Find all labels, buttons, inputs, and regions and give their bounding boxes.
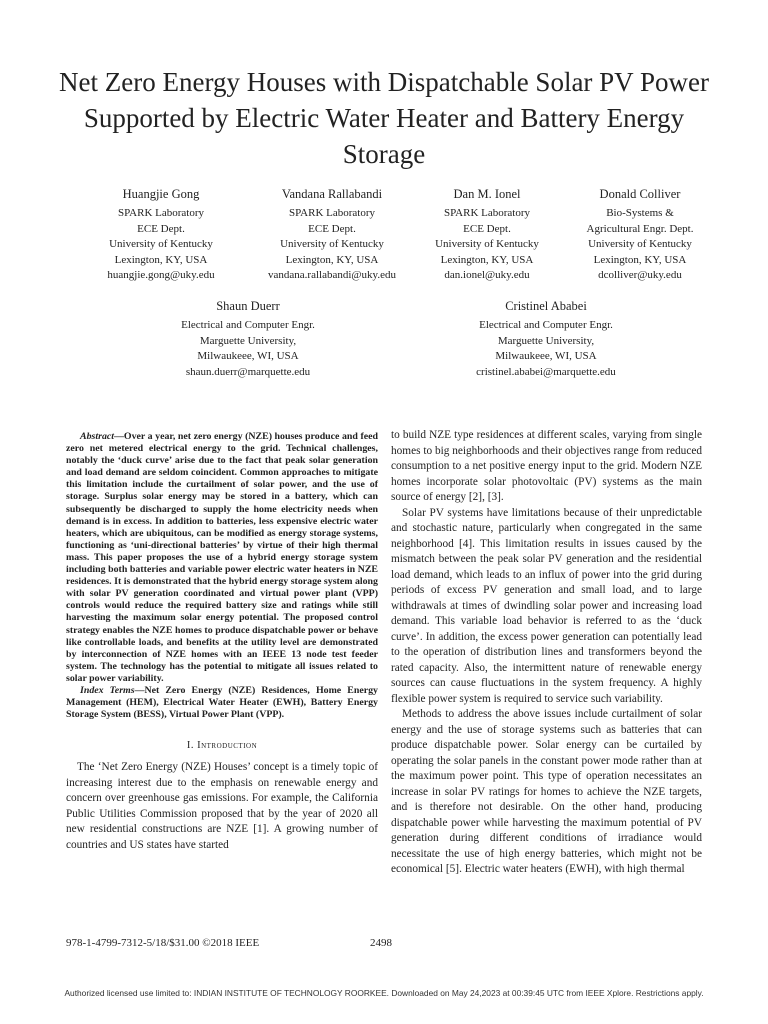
author-email: shaun.duerr@marquette.edu	[185, 365, 311, 378]
author-affiliation-line: Electrical and Computer Engr.	[479, 319, 613, 331]
author-affiliation-line: Bio-Systems &	[606, 207, 674, 219]
author-block-gong	[90, 186, 232, 284]
author-affiliation-line: Lexington, KY, USA	[593, 253, 687, 266]
author-email: dan.ionel@uky.edu	[444, 269, 530, 281]
author-email: huangjie.gong@uky.edu	[107, 269, 215, 281]
author-affiliation-line: Milwaukeee, WI, USA	[495, 350, 597, 362]
author-affiliation-line: ECE Dept.	[463, 222, 511, 235]
author-name: Shaun Duerr	[216, 299, 280, 313]
author-block-rallabandi	[244, 186, 420, 284]
author-email: vandana.rallabandi@uky.edu	[268, 269, 396, 281]
author-name: Cristinel Ababei	[505, 299, 587, 313]
license-notice: Authorized licensed use limited to: INDIAN INSTITUTE OF TECHNOLOGY ROORKEE. Downloaded on May 24,2023 at 00:39:45 UTC from IEEE Xplore. Restrictions apply.	[64, 988, 704, 998]
author-affiliation-line: University of Kentucky	[588, 238, 692, 250]
abstract-label: Abstract	[80, 431, 115, 442]
section-heading-introduction: I. Introduction	[186, 740, 258, 752]
author-affiliation-line: ECE Dept.	[137, 222, 185, 235]
author-email: dcolliver@uky.edu	[598, 269, 682, 281]
index-terms-label: Index Terms	[80, 684, 135, 696]
author-affiliation-line: Lexington, KY, USA	[114, 253, 208, 266]
author-name: Huangjie Gong	[122, 187, 200, 201]
index-terms-text: —Net Zero Energy (NZE) Residences, Home Energy Management (HEM), Electrical Water Heater (EWH), Battery Energy Storage System (BESS), Virtual Power Plant (VPP).	[66, 684, 378, 721]
author-email: cristinel.ababei@marquette.edu	[476, 365, 616, 378]
author-affiliation-line: Agricultural Engr. Dept.	[586, 222, 694, 235]
author-affiliation-line: University of Kentucky	[109, 238, 213, 250]
body-paragraph: to build NZE type residences at different scales, varying from single homes to big neighborhoods and their objectives range from reduced consumption to a net positive energy input to the grid. Modern NZE homes incorporate solar photovoltaic (PV) systems as the main source of energy [2], [3].	[391, 429, 702, 503]
author-block-duerr	[158, 298, 338, 380]
right-column	[391, 428, 702, 878]
author-name: Dan M. Ionel	[453, 187, 521, 201]
left-column	[66, 431, 378, 853]
author-affiliation-line: SPARK Laboratory	[117, 207, 205, 219]
abstract	[66, 431, 378, 685]
author-affiliation-line: Marguette University,	[199, 334, 297, 347]
author-affiliation-line: Electrical and Computer Engr.	[181, 319, 315, 331]
author-affiliation-line: University of Kentucky	[280, 238, 384, 250]
author-block-ababei	[452, 298, 640, 380]
page-number: 2498	[370, 937, 392, 949]
author-affiliation-line: ECE Dept.	[308, 222, 356, 235]
abstract-text: —Over a year, net zero energy (NZE) houses produce and feed zero net metered electrical energy to the grid. Technical challenges, notably the ‘duck curve’ arise due to the fact that peak solar generation and load demand are seldom coincident. Common approaches to mitigate this limitation include the curtailment of solar power, and the use of storage. Surplus solar energy may be stored in a battery, which can subsequently be discharged to supply the home electricity needs when demand is in excess. In addition to batteries, less expensive electric water heaters, which are ubiquitous, can be modified as energy storage systems, functioning as ‘uni-directional batteries’ by virtue of their high thermal mass. This paper proposes the use of a hybrid energy storage system including both batteries and variable power electric water heaters in NZE residences. It is demonstrated that the hybrid energy storage system along with solar PV generation coordinated and virtual power plant (VPP) controls would reduce the required battery size and ratings while still harvesting the maximum solar energy potential. The proposed control strategy enables the NZE homes to produce dispatchable power or behave like controllable loads, and benefits at the utility level are demonstrated by interconnection of NZE homes with an IEEE 13 node test feeder system. The technology has the potential to mitigate all issues related to solar power variability.	[66, 431, 378, 684]
author-name: Vandana Rallabandi	[281, 187, 383, 201]
body-paragraph: Methods to address the above issues include curtailment of solar energy and the use of storage systems such as batteries that can produce dispatchable power. Solar energy can be curtailed by operating the solar panels in the constant power mode rather than at the maximum power point. This type of operation necessitates an increase in solar PV ratings for homes to achieve the NZE targets, and is therefore not desirable. On the other hand, producing dispatchable power while harvesting the maximum potential of PV generation during different conditions of irradiance would necessitate the use of high energy batteries, which might not be economical [5]. Electric water heaters (EWH), with high thermal	[391, 708, 702, 875]
author-affiliation-line: SPARK Laboratory	[443, 207, 531, 219]
author-affiliation-line: Marguette University,	[497, 334, 595, 347]
author-affiliation-line: SPARK Laboratory	[288, 207, 376, 219]
index-terms	[66, 685, 378, 721]
paper-title: Net Zero Energy Houses with Dispatchable Solar PV Power Supported by Electric Water Heater and Battery Energy Storage	[59, 67, 709, 169]
author-affiliation-line: Milwaukeee, WI, USA	[197, 350, 299, 362]
intro-paragraph: The ‘Net Zero Energy (NZE) Houses’ concept is a timely topic of increasing interest due to the emphasis on renewable energy and concern over greenhouse gas emissions. For example, the California Public Utilities Commission proposed that by the year of 2020 all new residential constructions are NZE [1]. A growing number of countries and US states have started	[66, 761, 378, 851]
author-name: Donald Colliver	[599, 187, 681, 201]
author-block-ionel	[416, 186, 558, 284]
author-affiliation-line: Lexington, KY, USA	[285, 253, 379, 266]
author-block-colliver	[572, 186, 708, 284]
author-affiliation-line: University of Kentucky	[435, 238, 539, 250]
author-affiliation-line: Lexington, KY, USA	[440, 253, 534, 266]
body-paragraph: Solar PV systems have limitations because of their unpredictable and stochastic nature, particularly when congregated in the same neighborhood [4]. This limitation results in issues caused by the mismatch between the peak solar PV generation and the residential load demand, which leads to an influx of power into the grid during periods of excess PV generation and small load, and to large withdrawals at times of dwindling solar power and increasing load demand. This variable load behavior is referred to as the ‘duck curve’. In addition, the excess power generation can potentially lead to the operation of distribution lines and transformers beyond the rated capacity. Also, the intermittent nature of renewable energy sources can cause fluctuations in the system frequency. A highly flexible power system is required to service such variability.	[391, 506, 702, 705]
footer-isbn: 978-1-4799-7312-5/18/$31.00 ©2018 IEEE	[66, 937, 260, 949]
